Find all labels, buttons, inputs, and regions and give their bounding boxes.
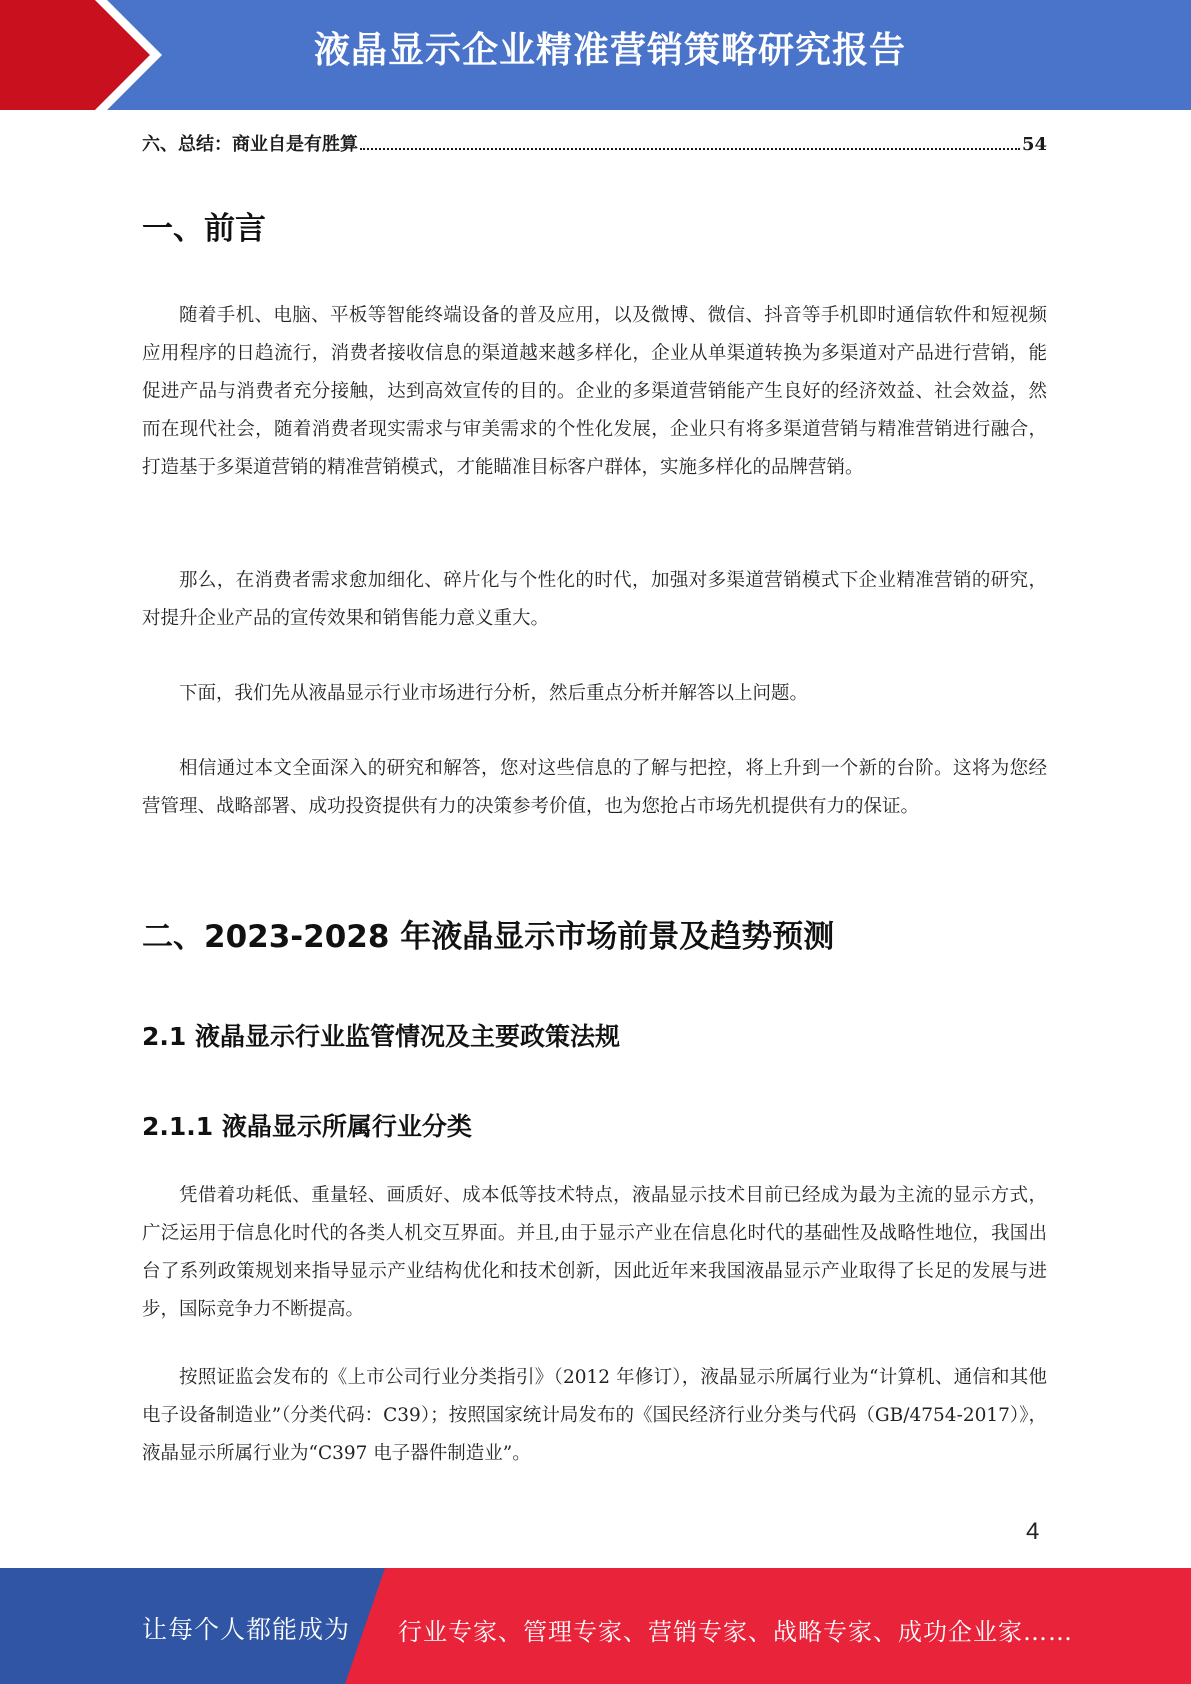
subsection-heading-2-1: 2.1 液晶显示行业监管情况及主要政策法规 <box>142 1022 620 1051</box>
page-number: 4 <box>1026 1518 1040 1545</box>
header-banner <box>0 0 1191 110</box>
subsection-heading-2-1-1: 2.1.1 液晶显示所属行业分类 <box>142 1112 472 1141</box>
industry-paragraph-2: 按照证监会发布的《上市公司行业分类指引》（2012 年修订），液晶显示所属行业为“计算机、通信和其他电子设备制造业”（分类代码：C39）；按照国家统计局发布的《国民经济行业分类与代码（GB/4754-2017）》，液晶显示所属行业为“C397 电子器件制造业”。 <box>142 1367 1047 1464</box>
preface-paragraph-1: 随着手机、电脑、平板等智能终端设备的普及应用，以及微博、微信、抖音等手机即时通信软件和短视频应用程序的日趋流行，消费者接收信息的渠道越来越多样化，企业从单渠道转换为多渠道对产品进行营销，能促进产品与消费者充分接触，达到高效宣传的目的。企业的多渠道营销能产生良好的经济效益、社会效益，然而在现代社会，随着消费者现实需求与审美需求的个性化发展，企业只有将多渠道营销与精准营销进行融合，打造基于多渠道营销的精准营销模式，才能瞄准目标客户群体，实施多样化的品牌营销。 <box>142 305 1047 478</box>
market-heading: 二、2023-2028 年液晶显示市场前景及趋势预测 <box>142 919 835 955</box>
preface-paragraph-2: 那么，在消费者需求愈加细化、碎片化与个性化的时代，加强对多渠道营销模式下企业精准营销的研究，对提升企业产品的宣传效果和销售能力意义重大。 <box>142 570 1047 629</box>
toc-entry <box>142 130 1047 156</box>
footer-banner <box>0 1568 1191 1684</box>
toc-entry-label: 六、总结：商业自是有胜算 <box>142 134 358 155</box>
report-title: 液晶显示企业精准营销策略研究报告 <box>313 30 906 71</box>
footer-slogan-right: 行业专家、管理专家、营销专家、战略专家、成功企业家…… <box>398 1618 1073 1646</box>
preface-heading: 一、前言 <box>142 211 266 247</box>
industry-paragraph-1: 凭借着功耗低、重量轻、画质好、成本低等技术特点，液晶显示技术目前已经成为最为主流的显示方式，广泛运用于信息化时代的各类人机交互界面。并且,由于显示产业在信息化时代的基础性及战略性地位，我国出台了系列政策规划来指导显示产业结构优化和技术创新，因此近年来我国液晶显示产业取得了长足的发展与进步，国际竞争力不断提高。 <box>142 1185 1047 1320</box>
preface-paragraph-4: 相信通过本文全面深入的研究和解答，您对这些信息的了解与把控，将上升到一个新的台阶。这将为您经营管理、战略部署、成功投资提供有力的决策参考价值，也为您抢占市场先机提供有力的保证。 <box>142 758 1047 817</box>
footer-slogan-left: 让每个人都能成为 <box>142 1615 351 1644</box>
preface-paragraph-3: 下面，我们先从液晶显示行业市场进行分析，然后重点分析并解答以上问题。 <box>179 683 809 704</box>
toc-entry-page: 54 <box>1021 134 1047 155</box>
toc-leader-dots <box>360 147 1020 150</box>
